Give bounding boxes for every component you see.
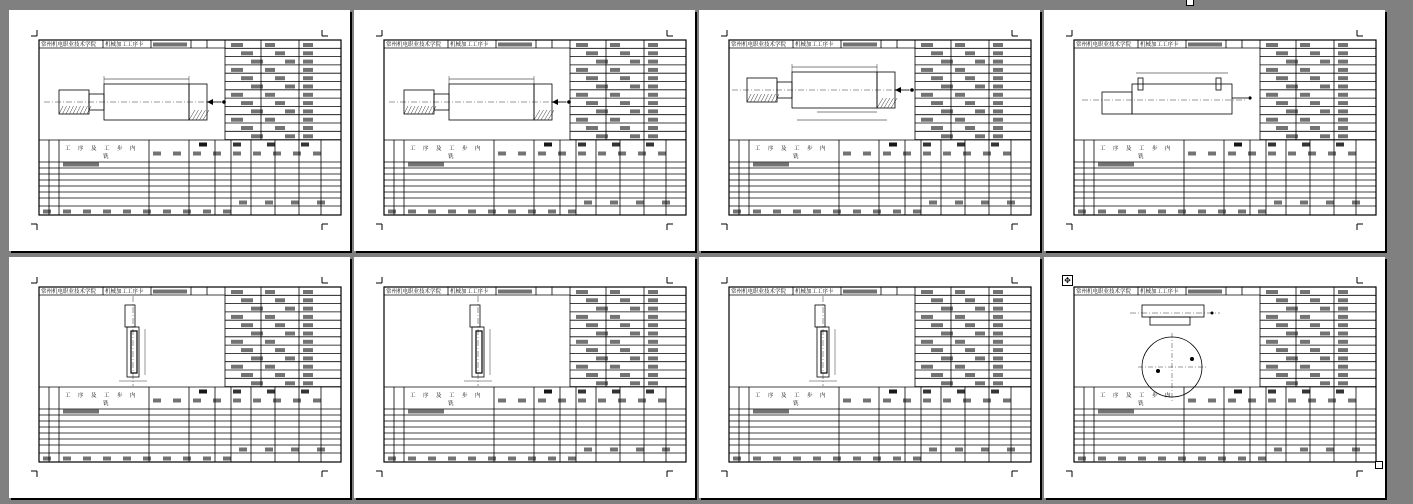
column-header-char: 工 bbox=[65, 146, 71, 152]
seal-char: 铣 bbox=[448, 154, 454, 160]
school-name: 常州机电职业技术学院 bbox=[731, 42, 787, 48]
process-card bbox=[384, 287, 686, 462]
column-header-char: 及 bbox=[781, 393, 787, 399]
card-title: 机械加工工序卡 bbox=[450, 289, 489, 295]
document-page[interactable] bbox=[1044, 10, 1385, 251]
column-header-char: 步 bbox=[462, 146, 468, 152]
column-header-char: 工 bbox=[1139, 393, 1145, 399]
column-header-char: 内 bbox=[1165, 393, 1171, 399]
column-header-char: 及 bbox=[91, 146, 97, 152]
column-header-char: 工 bbox=[755, 146, 761, 152]
column-header-char: 步 bbox=[462, 393, 468, 399]
column-header-char: 工 bbox=[449, 146, 455, 152]
card-title: 机械加工工序卡 bbox=[450, 42, 489, 48]
column-header-char: 步 bbox=[1152, 393, 1158, 399]
seal-char: 铣 bbox=[448, 401, 454, 407]
card-title: 机械加工工序卡 bbox=[1140, 42, 1179, 48]
seal-char: 铣 bbox=[103, 401, 109, 407]
column-header-char: 内 bbox=[1165, 146, 1171, 152]
column-header-char: 序 bbox=[423, 393, 429, 399]
column-header-char: 序 bbox=[768, 393, 774, 399]
school-name: 常州机电职业技术学院 bbox=[386, 42, 442, 48]
shaft-section-drawing bbox=[44, 76, 226, 120]
column-header-char: 工 bbox=[755, 393, 761, 399]
process-card bbox=[729, 287, 1031, 462]
column-header-char: 及 bbox=[781, 146, 787, 152]
document-page[interactable] bbox=[699, 257, 1040, 498]
seal-char: 铣 bbox=[793, 154, 799, 160]
move-cross-icon[interactable]: ✥ bbox=[1062, 275, 1073, 286]
card-title: 机械加工工序卡 bbox=[105, 42, 144, 48]
column-header-char: 工 bbox=[794, 393, 800, 399]
card-title: 机械加工工序卡 bbox=[795, 42, 834, 48]
column-header-char: 序 bbox=[1113, 393, 1119, 399]
column-header-char: 工 bbox=[794, 146, 800, 152]
column-header-char: 及 bbox=[436, 393, 442, 399]
school-name: 常州机电职业技术学院 bbox=[731, 289, 787, 295]
process-card bbox=[39, 287, 341, 462]
column-header-char: 步 bbox=[117, 146, 123, 152]
column-header-char: 工 bbox=[1139, 146, 1145, 152]
shaft-dimensioned-drawing bbox=[732, 64, 914, 120]
column-header-char: 内 bbox=[130, 393, 136, 399]
column-header-char: 内 bbox=[475, 146, 481, 152]
process-card bbox=[729, 40, 1031, 215]
column-header-char: 序 bbox=[423, 146, 429, 152]
ruler-scroll-handle[interactable] bbox=[1186, 0, 1194, 6]
vertical-part-drawing bbox=[809, 296, 837, 386]
column-header-char: 序 bbox=[78, 393, 84, 399]
school-name: 常州机电职业技术学院 bbox=[41, 42, 97, 48]
seal-char: 铣 bbox=[1138, 401, 1144, 407]
sleeve-section-drawing bbox=[1082, 73, 1252, 114]
seal-char: 铣 bbox=[793, 401, 799, 407]
column-header-char: 工 bbox=[104, 393, 110, 399]
process-card bbox=[39, 40, 341, 215]
school-name: 常州机电职业技术学院 bbox=[1076, 42, 1132, 48]
column-header-char: 步 bbox=[807, 146, 813, 152]
column-header-char: 步 bbox=[117, 393, 123, 399]
shaft-section-drawing bbox=[389, 76, 571, 120]
card-title: 机械加工工序卡 bbox=[1140, 289, 1179, 295]
column-header-char: 及 bbox=[1126, 146, 1132, 152]
document-page[interactable] bbox=[354, 257, 695, 498]
document-page[interactable] bbox=[1044, 257, 1385, 498]
process-card bbox=[1074, 40, 1376, 215]
column-header-char: 序 bbox=[78, 146, 84, 152]
column-header-char: 及 bbox=[1126, 393, 1132, 399]
process-card bbox=[384, 40, 686, 215]
document-page[interactable] bbox=[354, 10, 695, 251]
school-name: 常州机电职业技术学院 bbox=[1076, 289, 1132, 295]
school-name: 常州机电职业技术学院 bbox=[386, 289, 442, 295]
column-header-char: 工 bbox=[410, 146, 416, 152]
document-page[interactable] bbox=[9, 10, 350, 251]
column-header-char: 工 bbox=[1100, 146, 1106, 152]
column-header-char: 内 bbox=[820, 146, 826, 152]
column-header-char: 序 bbox=[1113, 146, 1119, 152]
seal-char: 铣 bbox=[103, 154, 109, 160]
column-header-char: 及 bbox=[436, 146, 442, 152]
card-title: 机械加工工序卡 bbox=[795, 289, 834, 295]
vertical-part-drawing bbox=[464, 296, 492, 386]
column-header-char: 工 bbox=[65, 393, 71, 399]
card-title: 机械加工工序卡 bbox=[105, 289, 144, 295]
document-page[interactable] bbox=[9, 257, 350, 498]
column-header-char: 步 bbox=[807, 393, 813, 399]
column-header-char: 工 bbox=[104, 146, 110, 152]
column-header-char: 工 bbox=[410, 393, 416, 399]
column-header-char: 内 bbox=[130, 146, 136, 152]
column-header-char: 及 bbox=[91, 393, 97, 399]
school-name: 常州机电职业技术学院 bbox=[41, 289, 97, 295]
column-header-char: 工 bbox=[1100, 393, 1106, 399]
column-header-char: 内 bbox=[475, 393, 481, 399]
seal-char: 铣 bbox=[1138, 154, 1144, 160]
column-header-char: 内 bbox=[820, 393, 826, 399]
column-header-char: 步 bbox=[1152, 146, 1158, 152]
process-card bbox=[1074, 287, 1376, 462]
vertical-part-drawing bbox=[119, 296, 147, 386]
document-page[interactable] bbox=[699, 10, 1040, 251]
resize-square-icon[interactable] bbox=[1375, 461, 1383, 469]
column-header-char: 序 bbox=[768, 146, 774, 152]
column-header-char: 工 bbox=[449, 393, 455, 399]
